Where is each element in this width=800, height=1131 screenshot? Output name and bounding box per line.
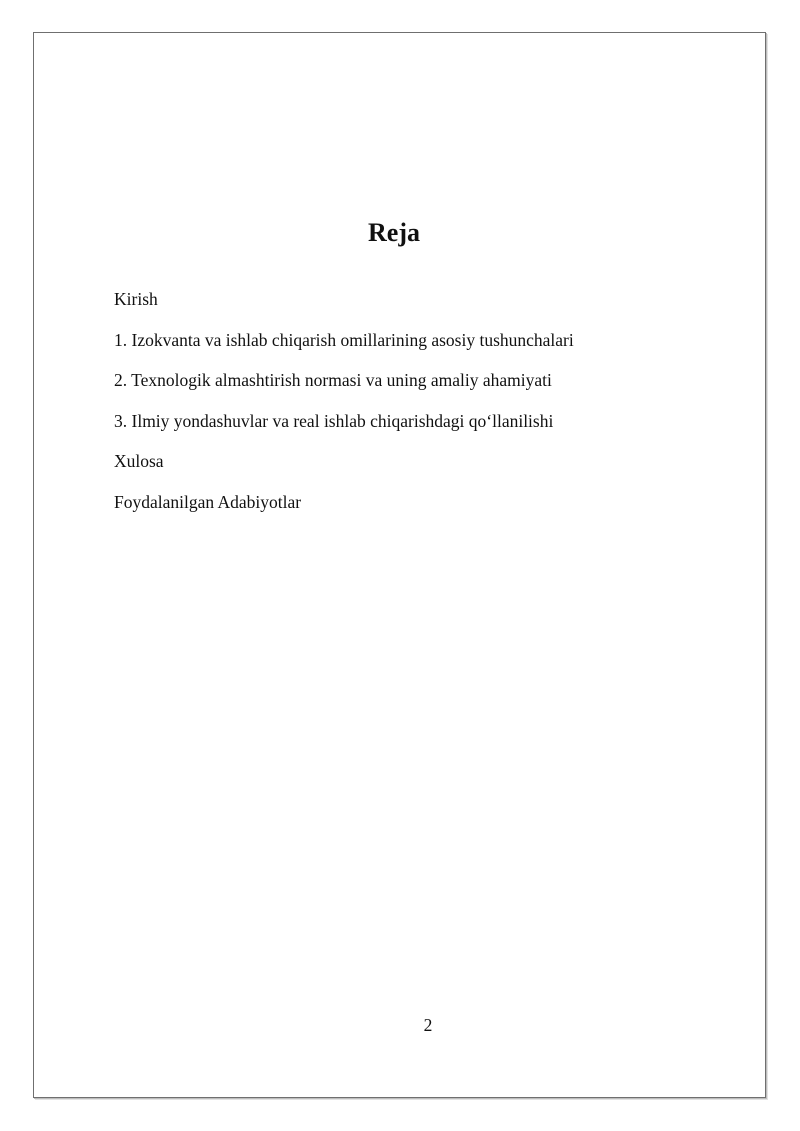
toc-item-conclusion: Xulosa bbox=[114, 451, 164, 471]
page-number: 2 bbox=[423, 1015, 433, 1035]
toc-item-introduction: Kirish bbox=[114, 289, 158, 309]
toc-item-references: Foydalanilgan Adabiyotlar bbox=[114, 491, 302, 512]
table-of-contents bbox=[114, 286, 574, 529]
toc-item-3: 3. Ilmiy yondashuvlar va real ishlab chiqarishdagi qo‘llanilishi bbox=[114, 410, 554, 431]
page-frame bbox=[33, 32, 766, 1098]
toc-item-2: 2. Texnologik almashtirish normasi va uning amaliy ahamiyati bbox=[114, 370, 552, 390]
page-title: Reja bbox=[368, 218, 420, 247]
toc-item-1: 1. Izokvanta va ishlab chiqarish omillarining asosiy tushunchalari bbox=[114, 329, 574, 350]
